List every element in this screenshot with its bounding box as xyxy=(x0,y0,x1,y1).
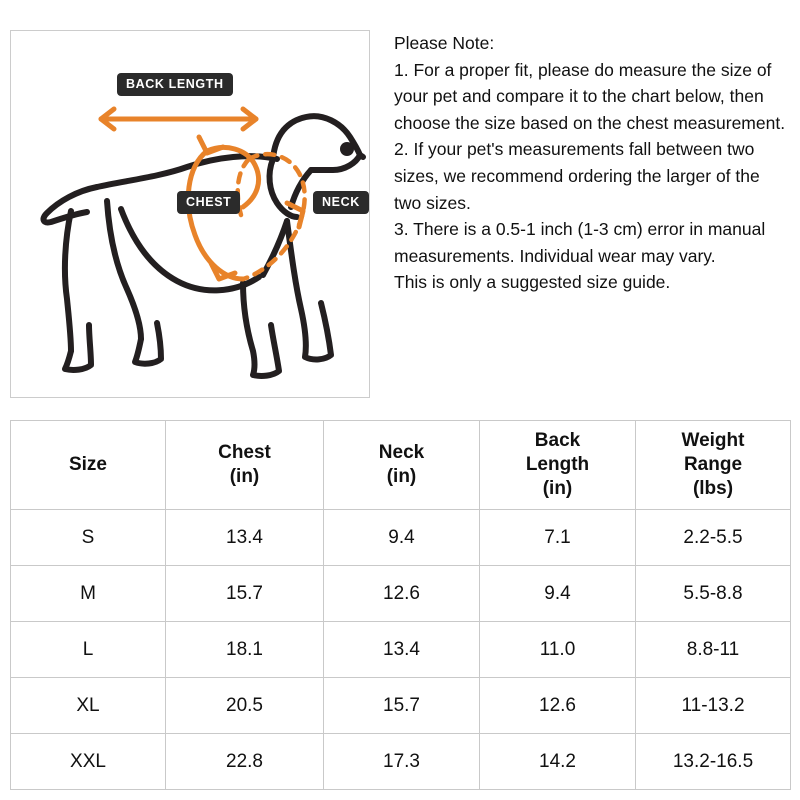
cell-size: L xyxy=(11,622,166,678)
cell-weight-range: 8.8-11 xyxy=(636,622,791,678)
label-neck: NECK xyxy=(313,191,369,214)
header-size: Size xyxy=(11,421,166,510)
cell-back-length: 11.0 xyxy=(480,622,636,678)
header-weight-range: Weight Range (lbs) xyxy=(636,421,791,510)
table-row xyxy=(11,622,791,678)
table-header-row xyxy=(11,421,791,510)
size-chart-table xyxy=(10,420,791,790)
note-line-3: 3. There is a 0.5-1 inch (1-3 cm) error in manual measurements. Individual wear may vary. xyxy=(394,219,766,266)
note-line-4: This is only a suggested size guide. xyxy=(394,272,671,293)
cell-chest: 20.5 xyxy=(166,678,324,734)
cell-size: M xyxy=(11,566,166,622)
cell-neck: 17.3 xyxy=(324,734,480,790)
cell-weight-range: 5.5-8.8 xyxy=(636,566,791,622)
cell-neck: 12.6 xyxy=(324,566,480,622)
note-line-1: 1. For a proper fit, please do measure the size of your pet and compare it to the chart below, then choose the size based on the chest measurement. xyxy=(394,59,786,133)
cell-back-length: 9.4 xyxy=(480,566,636,622)
header-back-length: Back Length (in) xyxy=(480,421,636,510)
cell-weight-range: 2.2-5.5 xyxy=(636,510,791,566)
notes-section xyxy=(370,30,790,296)
label-back-length: BACK LENGTH xyxy=(117,73,233,96)
cell-chest: 15.7 xyxy=(166,566,324,622)
cell-neck: 15.7 xyxy=(324,678,480,734)
cell-back-length: 12.6 xyxy=(480,678,636,734)
cell-weight-range: 13.2-16.5 xyxy=(636,734,791,790)
cell-chest: 18.1 xyxy=(166,622,324,678)
cell-size: XL xyxy=(11,678,166,734)
cell-neck: 9.4 xyxy=(324,510,480,566)
cell-neck: 13.4 xyxy=(324,622,480,678)
table-row xyxy=(11,510,791,566)
table-row xyxy=(11,678,791,734)
dog-eye xyxy=(340,142,354,156)
cell-back-length: 14.2 xyxy=(480,734,636,790)
header-neck: Neck (in) xyxy=(324,421,480,510)
cell-chest: 22.8 xyxy=(166,734,324,790)
label-chest: CHEST xyxy=(177,191,240,214)
dog-measurement-diagram xyxy=(10,30,370,398)
cell-weight-range: 11-13.2 xyxy=(636,678,791,734)
table-row xyxy=(11,566,791,622)
table-row xyxy=(11,734,791,790)
cell-chest: 13.4 xyxy=(166,510,324,566)
cell-size: S xyxy=(11,510,166,566)
notes-heading: Please Note: xyxy=(394,33,495,53)
note-line-2: 2. If your pet's measurements fall between two sizes, we recommend ordering the larger of the two sizes. xyxy=(394,139,760,213)
back-length-arrow xyxy=(101,109,256,129)
cell-back-length: 7.1 xyxy=(480,510,636,566)
header-chest: Chest (in) xyxy=(166,421,324,510)
size-chart-table-wrap xyxy=(10,420,790,790)
cell-size: XXL xyxy=(11,734,166,790)
